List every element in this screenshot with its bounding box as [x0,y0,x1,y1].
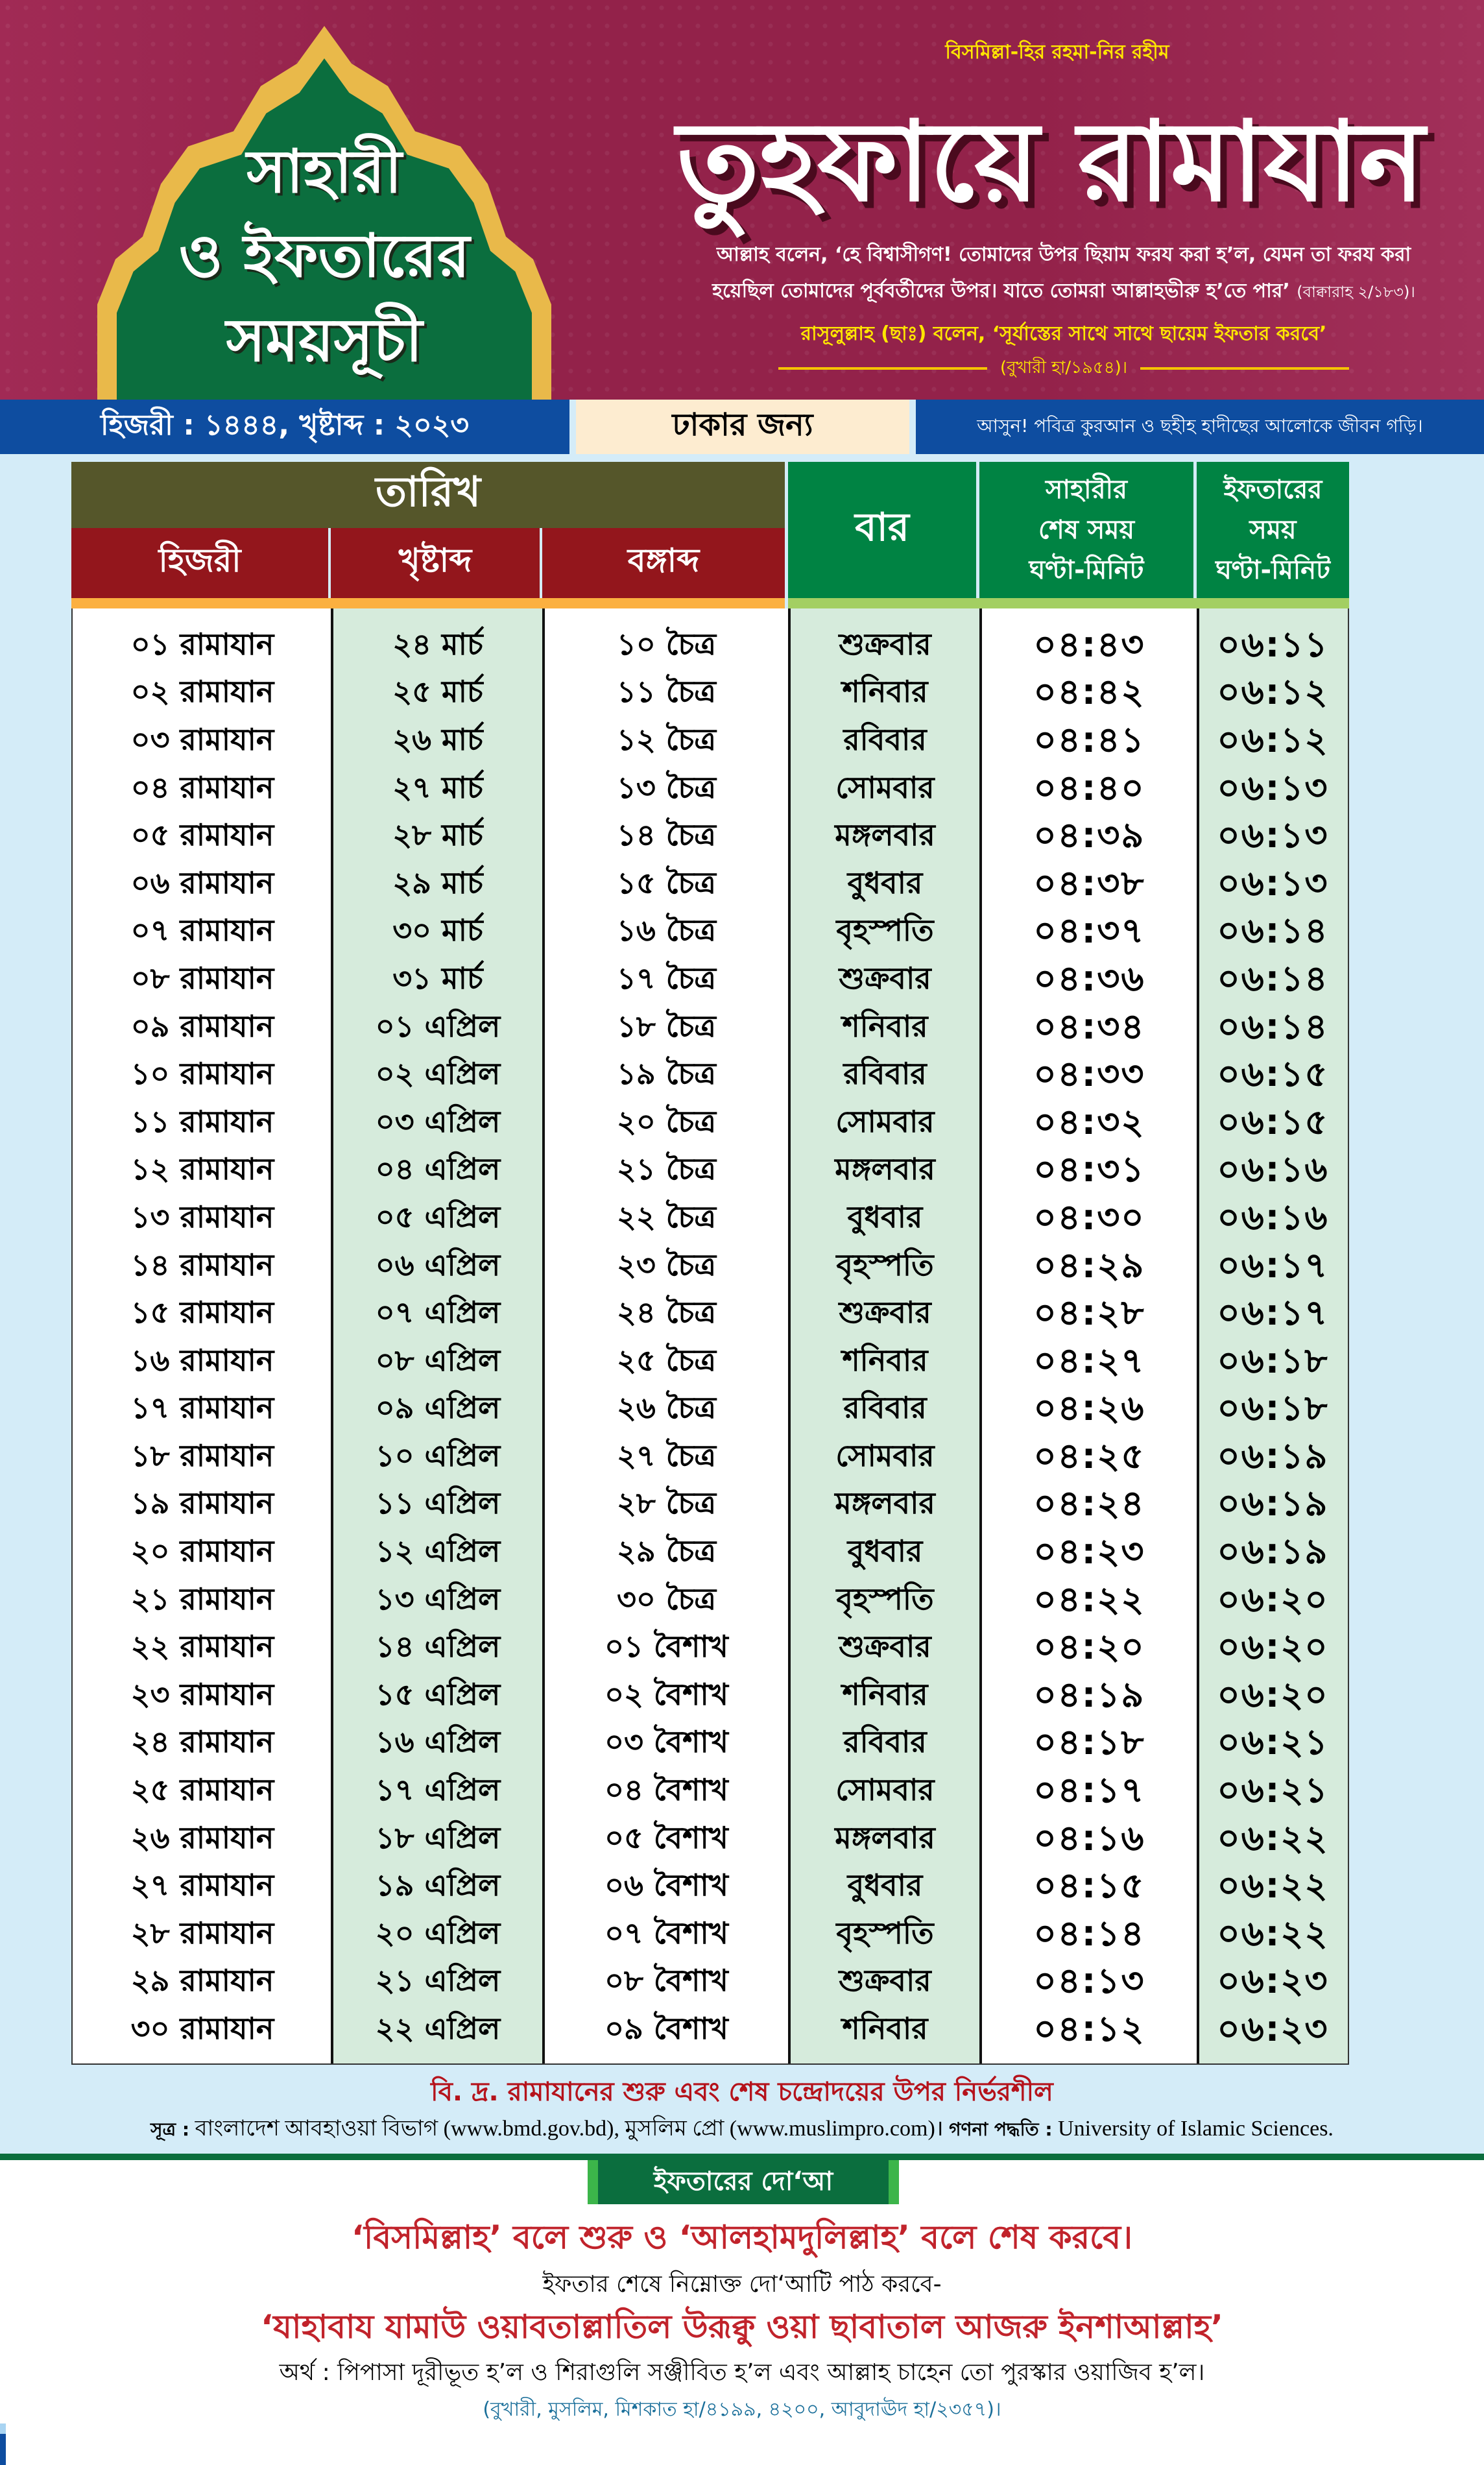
gregorian-cell: ০৬ এপ্রিল [375,1247,501,1282]
bangla-cell: ০৭ বৈশাখ [604,1915,728,1951]
source-line [0,2111,1484,2148]
weekday-cell: শুক্রবার [839,1295,931,1330]
table-row [73,1339,1350,1387]
gregorian-cell: ২৭ মার্চ [392,769,483,805]
hijri-cell: ১৪ রামাযান [130,1247,274,1282]
gregorian-cell: ২৪ মার্চ [392,626,483,662]
sehri-cell: ০৪:৩৩ [1033,1053,1145,1095]
iftar-cell: ০৬:১৫ [1217,1101,1329,1142]
hijri-cell: ১২ রামাযান [130,1151,274,1187]
gregorian-cell: ১৯ এপ্রিল [375,1868,501,1903]
corner-decoration [0,2434,6,2465]
sehri-column-header [979,462,1193,598]
gregorian-cell: ২৮ মার্চ [392,817,483,853]
verse-line-2 [649,273,1479,310]
hijri-cell: ৩০ রামাযান [130,2011,274,2047]
bangla-cell: ০১ বৈশাখ [604,1629,728,1665]
bangla-cell: ২৫ চৈত্র [617,1342,716,1378]
table-row [73,1530,1350,1578]
hijri-cell: ০৭ রামাযান [130,913,274,948]
bangla-cell: ০৯ বৈশাখ [604,2011,728,2047]
method-text: University of Islamic Sciences. [1058,2117,1334,2141]
iftar-cell: ০৬:১৭ [1217,1244,1329,1286]
weekday-cell: রবিবার [843,721,927,757]
weekday-cell: বুধবার [847,865,923,900]
gregorian-cell: ০৮ এপ্রিল [375,1342,501,1378]
iftar-cell: ০৬:১৪ [1217,1005,1329,1047]
table-row [73,1244,1350,1292]
verse-reference: (বাক্বারাহ ২/১৮৩)। [1297,283,1415,301]
bangla-column-header: বঙ্গাব্দ [542,528,785,598]
iftar-cell: ০৬:১৩ [1217,815,1329,856]
table-body [71,608,1349,2065]
gregorian-column-header: খৃষ্টাব্দ [331,528,540,598]
iftar-cell: ০৬:২০ [1217,1626,1329,1668]
iftar-column-header [1197,462,1349,598]
sehri-cell: ০৪:৩০ [1033,1196,1145,1238]
bangla-cell: ১১ চৈত্র [617,674,716,710]
hijri-cell: ০৪ রামাযান [130,769,274,805]
weekday-cell: বৃহস্পতি [836,913,934,948]
gregorian-cell: ০৫ এপ্রিল [375,1199,501,1234]
hijri-cell: ২৬ রামাযান [130,1820,274,1855]
gregorian-cell: ০২ এপ্রিল [375,1056,501,1092]
table-row [73,1578,1350,1626]
table-row [73,1196,1350,1244]
table-row [73,1816,1350,1864]
dua-reference: (বুখারী, মুসলিম, মিশকাত হা/৪১৯৯, ৪২০০, আবুদাঊদ হা/২৩৫৭)। [483,2398,1001,2421]
iftar-cell: ০৬:২০ [1217,1578,1329,1620]
iftar-cell: ০৬:২২ [1217,1865,1329,1906]
sehri-cell: ০৪:২০ [1033,1626,1145,1668]
hijri-cell: ১০ রামাযান [130,1056,274,1092]
gregorian-cell: ০৭ এপ্রিল [375,1295,501,1330]
bangla-cell: ২০ চৈত্র [616,1103,717,1139]
table-row [73,671,1350,719]
bangla-cell: ০৪ বৈশাখ [604,1772,728,1808]
sehri-cell: ০৪:৩২ [1033,1101,1145,1142]
sehri-cell: ০৪:১৮ [1033,1722,1145,1763]
hijri-cell: ০১ রামাযান [130,626,274,662]
schedule-title-line-1: সাহারী [246,137,402,206]
gregorian-cell: ২৯ মার্চ [392,865,483,900]
gregorian-cell: ০১ এপ্রিল [375,1008,501,1044]
bangla-cell: ২৯ চৈত্র [617,1533,716,1569]
gregorian-cell: ১৫ এপ্রিল [375,1676,501,1712]
sehri-header-line-3: ঘণ্টা-মিনিট [1029,555,1144,585]
sehri-cell: ০৪:৪২ [1033,671,1145,713]
table-row [73,1387,1350,1435]
iftar-cell: ০৬:১৬ [1217,1149,1329,1190]
gregorian-cell: ২৫ মার্চ [392,674,483,710]
bangla-cell: ০৬ বৈশাখ [604,1868,728,1903]
sehri-cell: ০৪:৪৩ [1033,623,1145,665]
table-row [73,1721,1350,1769]
schedule-title [117,130,532,383]
schedule-title-line-2: ও ইফতারের [178,221,470,291]
sehri-cell: ০৪:১৭ [1033,1770,1145,1811]
iftar-cell: ০৬:১৭ [1217,1292,1329,1334]
hijri-cell: ০২ রামাযান [130,674,274,710]
hijri-cell: ০৫ রামাযান [130,817,274,853]
hijri-cell: ১৬ রামাযান [130,1342,274,1378]
divider-line-left [778,367,987,370]
gregorian-cell: ০৪ এপ্রিল [375,1151,501,1187]
hijri-cell: ১৮ রামাযান [130,1437,274,1473]
table-row [73,861,1350,909]
gregorian-cell: ৩১ মার্চ [392,960,483,996]
bangla-cell: ১৩ চৈত্র [617,769,716,805]
table-rows [73,623,1350,2055]
iftar-cell: ০৬:২১ [1217,1722,1329,1763]
hijri-cell: ১৫ রামাযান [130,1295,274,1330]
iftar-cell: ০৬:১১ [1217,623,1329,665]
iftar-dua-badge: ইফতারের দো‘আ [588,2160,899,2204]
sehri-cell: ০৪:১৪ [1033,1912,1145,1954]
iftar-cell: ০৬:২২ [1217,1817,1329,1858]
iftar-cell: ০৬:১৫ [1217,1053,1329,1095]
hijri-cell: ২৭ রামাযান [130,1868,274,1903]
weekday-cell: সোমবার [835,1772,935,1808]
iftar-cell: ০৬:১৯ [1217,1435,1329,1476]
bangla-cell: ২৪ চৈত্র [617,1295,716,1330]
iftar-header-line-2: সময় [1249,515,1297,545]
hijri-cell: ০৩ রামাযান [130,721,274,757]
table-row [73,957,1350,1005]
table-row [73,766,1350,814]
weekday-cell: শনিবার [842,2011,928,2047]
hijri-cell: ০৮ রামাযান [130,960,274,996]
dua-instruction: ‘বিসমিল্লাহ’ বলে শুরু ও ‘আলহামদুলিল্লাহ’ বলে শেষ করবে। [352,2218,1132,2256]
info-bar [0,400,1484,454]
iftar-cell: ০৬:২০ [1217,1674,1329,1715]
table-row [73,1005,1350,1053]
gregorian-cell: ০৩ এপ্রিল [375,1103,501,1139]
bangla-cell: ২২ চৈত্র [616,1199,717,1234]
gregorian-cell: ১৬ এপ্রিল [375,1724,501,1760]
table-row [73,1768,1350,1816]
location-label: ঢাকার জন্য [576,400,909,454]
table-row [73,1482,1350,1530]
table-row [73,1052,1350,1100]
dua-section-divider [0,2154,1484,2160]
divider-line-right [1140,367,1349,370]
source-label: সূত্র : [150,2119,190,2140]
gregorian-cell: ১৭ এপ্রিল [375,1772,501,1808]
iftar-cell: ০৬:১৮ [1217,1340,1329,1381]
hijri-cell: ২০ রামাযান [130,1533,274,1569]
iftar-cell: ০৬:১৪ [1217,910,1329,952]
hijri-column-header: হিজরী [71,528,328,598]
weekday-cell: সোমবার [835,1437,935,1473]
hadith-reference-row [778,355,1349,381]
weekday-cell: মঙ্গলবার [835,1820,935,1855]
header-stripe-orange [71,598,785,608]
bismillah-text: বিসমিল্লা-হির রহমা-নির রহীম [945,41,1169,64]
iftar-cell: ০৬:১৯ [1217,1483,1329,1524]
hijri-cell: ২২ রামাযান [130,1629,274,1665]
weekday-cell: শনিবার [842,1342,928,1378]
bangla-cell: ১৮ চৈত্র [617,1008,716,1044]
table-row [73,1148,1350,1196]
weekday-cell: শনিবার [842,1676,928,1712]
hijri-cell: ১৩ রামাযান [130,1199,274,1234]
verse-line-1: আল্লাহ বলেন, ‘হে বিশ্বাসীগণ! তোমাদের উপর ছিয়াম ফরয করা হ’ল, যেমন তা ফরয করা [716,243,1411,266]
table-row [73,718,1350,766]
sehri-cell: ০৪:২৩ [1033,1531,1145,1572]
sehri-cell: ০৪:৩১ [1033,1149,1145,1190]
weekday-cell: শুক্রবার [839,1629,931,1665]
bangla-cell: ১৯ চৈত্র [617,1056,716,1092]
gregorian-cell: ২৬ মার্চ [392,721,483,757]
sehri-cell: ০৪:১৩ [1033,1960,1145,2002]
weekday-cell: শনিবার [842,1008,928,1044]
gregorian-cell: ০৯ এপ্রিল [375,1390,501,1426]
weekday-cell: রবিবার [843,1724,927,1760]
slogan-text: আসুন! পবিত্র কুরআন ও ছহীহ হাদীছের আলোকে জীবন গড়ি। [916,400,1484,454]
weekday-cell: মঙ্গলবার [835,1485,935,1521]
weekday-cell: সোমবার [835,1103,935,1139]
bangla-cell: ০৫ বৈশাখ [604,1820,728,1855]
bangla-cell: ২৭ চৈত্র [616,1437,717,1473]
table-row [73,1100,1350,1148]
iftar-header-line-3: ঘণ্টা-মিনিট [1215,555,1330,585]
hadith-text: রাসূলুল্লাহ (ছাঃ) বলেন, ‘সূর্যাস্তের সাথে সাথে ছায়েম ইফতার করবে’ [800,322,1327,345]
sehri-cell: ০৪:১৬ [1033,1817,1145,1858]
iftar-cell: ০৬:২২ [1217,1912,1329,1954]
quran-verse [649,237,1479,310]
bangla-cell: ১২ চৈত্র [617,721,716,757]
gregorian-cell: ১৩ এপ্রিল [375,1581,501,1617]
verse-line-2-text: হয়েছিল তোমাদের পূর্ববর্তীদের উপর। যাতে তোমরা আল্লাহভীরু হ’তে পার’ [712,280,1290,302]
table-row [73,1912,1350,1960]
iftar-cell: ০৬:১৯ [1217,1531,1329,1572]
hijri-cell: ২৩ রামাযান [130,1676,274,1712]
table-row [73,2007,1350,2055]
weekday-cell: শুক্রবার [839,960,931,996]
hadith-reference: (বুখারী হা/১৯৫৪)। [999,358,1128,378]
weekday-cell: বুধবার [847,1868,923,1903]
sehri-cell: ০৪:২৪ [1033,1483,1145,1524]
weekday-cell: শনিবার [842,674,928,710]
schedule-table-area [0,454,1484,2154]
hijri-cell: ২৪ রামাযান [130,1724,274,1760]
bangla-cell: ২১ চৈত্র [617,1151,716,1187]
iftar-cell: ০৬:২৩ [1217,1960,1329,2002]
sehri-cell: ০৪:৪১ [1033,719,1145,760]
weekday-cell: শুক্রবার [839,626,931,662]
bangla-cell: ০৮ বৈশাখ [604,1963,728,1999]
iftar-cell: ০৬:১৩ [1217,862,1329,904]
hijri-cell: ০৬ রামাযান [130,865,274,900]
sehri-cell: ০৪:২২ [1033,1578,1145,1620]
sehri-cell: ০৪:২৬ [1033,1388,1145,1429]
schedule-title-line-3: সময়সূচী [226,306,423,375]
weekday-cell: সোমবার [835,769,935,805]
sehri-header-line-2: শেষ সময় [1038,515,1135,545]
bangla-cell: ১০ চৈত্র [617,626,716,662]
sehri-header-line-1: সাহারীর [1045,475,1128,505]
table-row [73,909,1350,957]
gregorian-cell: ২১ এপ্রিল [375,1963,501,1999]
weekday-column-header: বার [788,462,976,598]
gregorian-cell: ২০ এপ্রিল [375,1915,501,1951]
iftar-cell: ০৬:১৮ [1217,1388,1329,1429]
bangla-cell: ০৩ বৈশাখ [604,1724,728,1760]
bangla-cell: ৩০ চৈত্র [616,1581,717,1617]
gregorian-cell: ১৮ এপ্রিল [375,1820,501,1855]
date-group-header: তারিখ [71,462,785,528]
iftar-cell: ০৬:১২ [1217,671,1329,713]
weekday-cell: বুধবার [847,1199,923,1234]
table-row [73,623,1350,671]
weekday-cell: রবিবার [843,1056,927,1092]
gregorian-cell: ৩০ মার্চ [392,913,483,948]
year-info: হিজরী : ১৪৪৪, খৃষ্টাব্দ : ২০২৩ [0,400,569,454]
hijri-cell: ২৯ রামাযান [130,1963,274,1999]
table-row [73,1625,1350,1673]
table-row [73,1960,1350,2008]
table-row [73,813,1350,861]
sehri-cell: ০৪:২৮ [1033,1292,1145,1334]
weekday-cell: বুধবার [847,1533,923,1569]
moon-sighting-disclaimer: বি. দ্র. রামাযানের শুরু এবং শেষ চন্দ্রোদয়ের উপর নির্ভরশীল [431,2077,1053,2107]
bangla-cell: ২৮ চৈত্র [617,1485,716,1521]
sehri-cell: ০৪:২৫ [1033,1435,1145,1476]
gregorian-cell: ১০ এপ্রিল [375,1437,501,1473]
iftar-cell: ০৬:১৪ [1217,957,1329,999]
weekday-cell: শুক্রবার [839,1963,931,1999]
table-row [73,1673,1350,1721]
sehri-cell: ০৪:৩৭ [1033,910,1145,952]
table-row [73,1291,1350,1339]
hijri-cell: ২১ রামাযান [130,1581,274,1617]
dua-text: ‘যাহাবায যামাউ ওয়াবতাল্লাতিল উরূক্বু ওয়া ছাবাতাল আজরু ইনশাআল্লাহ’ [261,2308,1223,2346]
sehri-cell: ০৪:৪০ [1033,767,1145,808]
gregorian-cell: ১৪ এপ্রিল [375,1629,501,1665]
hijri-cell: ২৫ রামাযান [130,1772,274,1808]
iftar-cell: ০৬:২৩ [1217,2008,1329,2050]
bangla-cell: ১৬ চৈত্র [617,913,716,948]
iftar-header-line-1: ইফতারের [1223,475,1322,505]
dua-intro: ইফতার শেষে নিম্নোক্ত দো‘আটি পাঠ করবে- [542,2271,942,2298]
sehri-cell: ০৪:২৭ [1033,1340,1145,1381]
weekday-cell: বৃহস্পতি [836,1915,934,1951]
sehri-cell: ০৪:৩৮ [1033,862,1145,904]
main-title: তুহফায়ে রামাযান [676,98,1425,226]
weekday-cell: বৃহস্পতি [836,1581,934,1617]
sehri-cell: ০৪:১২ [1033,2008,1145,2050]
sehri-cell: ০৪:১৯ [1033,1674,1145,1715]
sehri-cell: ০৪:১৫ [1033,1865,1145,1906]
gregorian-cell: ১২ এপ্রিল [375,1533,501,1569]
bangla-cell: ২৬ চৈত্র [616,1390,717,1426]
header-stripe-green [788,598,1349,608]
weekday-cell: মঙ্গলবার [835,817,935,853]
iftar-cell: ০৬:১৩ [1217,767,1329,808]
bangla-cell: ১৫ চৈত্র [617,865,716,900]
weekday-cell: মঙ্গলবার [835,1151,935,1187]
hijri-cell: ১১ রামাযান [130,1103,274,1139]
iftar-cell: ০৬:১২ [1217,719,1329,760]
sehri-cell: ০৪:৩৪ [1033,1005,1145,1047]
bangla-cell: ১৭ চৈত্র [617,960,716,996]
sehri-cell: ০৪:৩৯ [1033,815,1145,856]
sehri-cell: ০৪:৩৬ [1033,957,1145,999]
dua-meaning: অর্থ : পিপাসা দূরীভূত হ’ল ও শিরাগুলি সঞ্জীবিত হ’ল এবং আল্লাহ চাহেন তো পুরস্কার ওয়াজিব হ’ল। [279,2359,1205,2386]
table-row [73,1434,1350,1482]
weekday-cell: রবিবার [843,1390,927,1426]
sehri-cell: ০৪:২৯ [1033,1244,1145,1286]
hijri-cell: ১৯ রামাযান [130,1485,274,1521]
gregorian-cell: ১১ এপ্রিল [375,1485,501,1521]
source-text: বাংলাদেশ আবহাওয়া বিভাগ (www.bmd.gov.bd), মুসলিম প্রো (www.muslimpro.com)। [195,2117,944,2141]
iftar-cell: ০৬:১৬ [1217,1196,1329,1238]
iftar-cell: ০৬:২১ [1217,1770,1329,1811]
weekday-cell: বৃহস্পতি [836,1247,934,1282]
hijri-cell: ১৭ রামাযান [130,1390,274,1426]
bangla-cell: ২৩ চৈত্র [616,1247,717,1282]
bangla-cell: ০২ বৈশাখ [604,1676,728,1712]
table-row [73,1864,1350,1912]
hijri-cell: ০৯ রামাযান [130,1008,274,1044]
method-label: গণনা পদ্ধতি : [949,2119,1053,2140]
gregorian-cell: ২২ এপ্রিল [375,2011,501,2047]
bangla-cell: ১৪ চৈত্র [617,817,716,853]
header-banner [0,0,1484,400]
hijri-cell: ২৮ রামাযান [130,1915,274,1951]
